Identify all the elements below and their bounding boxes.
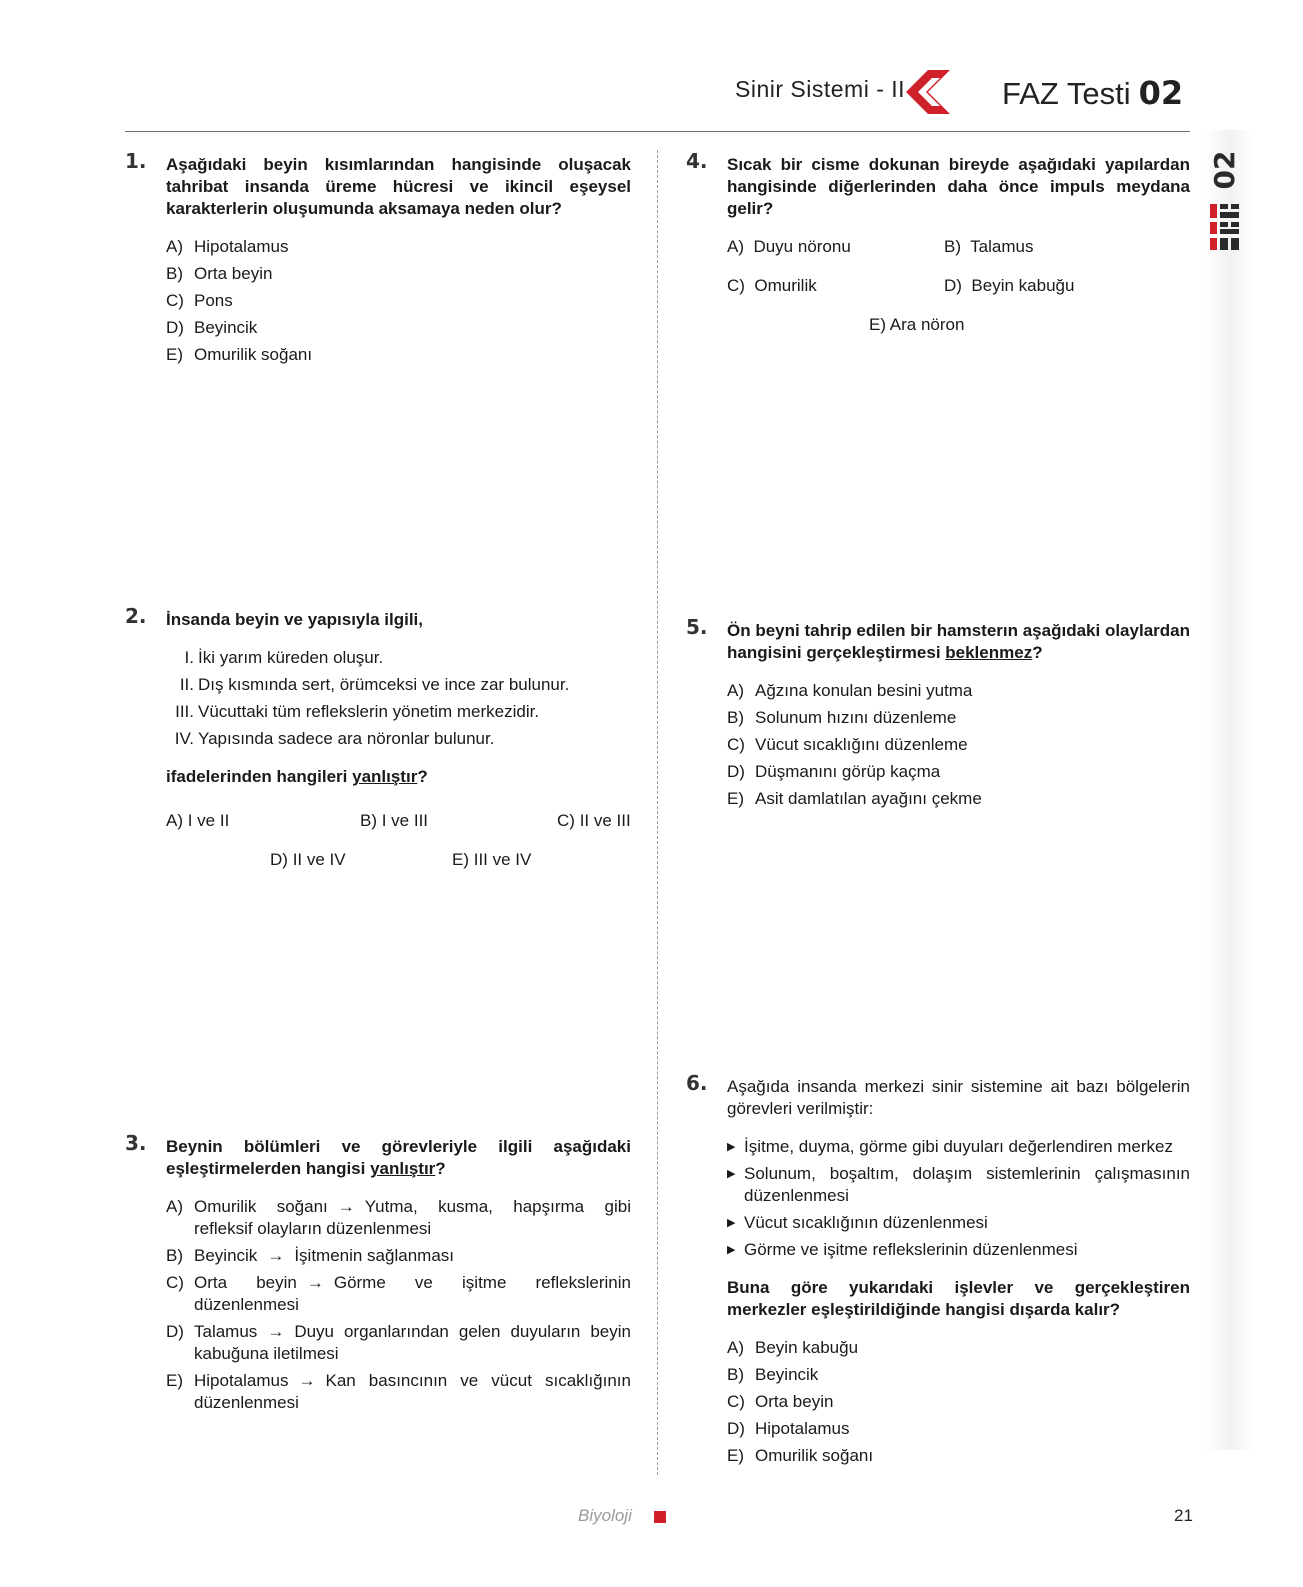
option-d[interactable]: D) Talamus → Duyu organlarından gelen duyuların beyin kabuğuna iletilmesi [166, 1322, 631, 1363]
arrow-right-icon: → [337, 1197, 355, 1216]
question-2 [125, 604, 631, 869]
list-item: ▶ Vücut sıcaklığının düzenlenmesi [727, 1213, 988, 1232]
question-prompt: ifadelerinden hangileri yanlıştır? [166, 767, 428, 786]
option-c[interactable]: C) Orta beyin [727, 1392, 834, 1411]
arrow-right-icon: → [306, 1273, 324, 1292]
option-b[interactable]: B) Solunum hızını düzenleme [727, 708, 957, 727]
statement-item: III. Vücuttaki tüm reflekslerin yönetim merkezidir. [175, 702, 540, 721]
question-number: 5. [686, 615, 708, 639]
triangle-right-icon: ▶ [727, 1244, 736, 1256]
option-a[interactable]: A) Hipotalamus [166, 237, 289, 256]
option-b[interactable]: B) Orta beyin [166, 264, 273, 283]
option-b[interactable]: B) Beyincik [727, 1365, 819, 1384]
question-number: 1. [125, 149, 147, 173]
test-title [1002, 74, 1183, 112]
option-d[interactable]: D) II ve IV [270, 850, 346, 869]
option-d[interactable]: D) Beyin kabuğu [944, 276, 1075, 295]
option-c[interactable]: C) Orta beyin → Görme ve işitme reflekslerinin düzenlenmesi [166, 1273, 631, 1314]
list-item: ▶ İşitme, duyma, görme gibi duyuları değerlendiren merkez [727, 1137, 1173, 1156]
function-list [727, 1136, 1190, 1261]
option-b[interactable]: B) I ve III [360, 811, 429, 830]
option-a[interactable]: A) Omurilik soğanı → Yutma, kusma, hapşırma gibi refleksif olayların düzenlenmesi [166, 1197, 631, 1238]
option-e[interactable]: E) Omurilik soğanı [166, 345, 313, 364]
option-e[interactable]: E) Asit damlatılan ayağını çekme [727, 789, 982, 808]
question-stem: Sıcak bir cisme dokunan bireyde aşağıdaki yapılardan hangisinde diğerlerinden daha önce impuls meydana gelir? [727, 155, 1190, 218]
question-stem: İnsanda beyin ve yapısıyla ilgili, [166, 610, 423, 629]
option-list [166, 1196, 631, 1414]
question-6 [686, 1071, 1190, 1472]
option-c[interactable]: C) II ve III [557, 811, 631, 830]
header-divider [125, 131, 1190, 132]
triangle-right-icon: ▶ [727, 1217, 736, 1229]
question-1 [125, 149, 631, 371]
option-c[interactable]: C) Omurilik [727, 276, 817, 295]
statement-list [166, 647, 631, 750]
option-d[interactable]: D) Hipotalamus [727, 1419, 850, 1438]
side-tab-code: 02 [1208, 150, 1241, 190]
question-prompt: Buna göre yukarıdaki işlevler ve gerçekleştiren merkezler eşleştirildiğinde hangisi dışarda kalır? [727, 1278, 1190, 1319]
option-d[interactable]: D) Beyincik [166, 318, 258, 337]
question-stem: Aşağıdaki beyin kısımlarından hangisinde oluşacak tahribat insanda üreme hücresi ve ikincil eşeysel karakterlerin oluşumunda aksamaya neden olur? [166, 155, 631, 218]
triangle-right-icon: ▶ [727, 1141, 736, 1153]
option-c[interactable]: C) Vücut sıcaklığını düzenleme [727, 735, 968, 754]
question-number: 2. [125, 604, 147, 628]
statement-item: II. Dış kısmında sert, örümceksi ve ince zar bulunur. [179, 675, 570, 694]
question-5 [686, 615, 1190, 815]
question-stem: Beynin bölümleri ve görevleriyle ilgili aşağıdaki eşleştirmelerden hangisi yanlıştır? [166, 1137, 631, 1178]
option-b[interactable]: B) Talamus [944, 237, 1034, 256]
option-list [727, 1337, 1190, 1467]
test-name: FAZ Testi [1002, 76, 1131, 111]
test-number: 02 [1138, 74, 1184, 112]
option-d[interactable]: D) Düşmanını görüp kaçma [727, 762, 941, 781]
option-list [166, 236, 631, 366]
side-tab-strip [1204, 130, 1252, 1450]
arrow-right-icon: → [267, 1322, 285, 1341]
triangle-right-icon: ▶ [727, 1168, 736, 1180]
arrow-right-icon: → [298, 1371, 316, 1390]
chevron-left-icon [904, 68, 952, 116]
option-b[interactable]: B) Beyincik → İşitmenin sağlanması [166, 1246, 454, 1265]
question-number: 6. [686, 1071, 708, 1095]
column-divider [657, 150, 658, 1475]
statement-item: IV. Yapısında sadece ara nöronlar bulunur. [174, 729, 495, 748]
option-a[interactable]: A) Duyu nöronu [727, 237, 851, 256]
question-number: 4. [686, 149, 708, 173]
footer-subject: Biyoloji [578, 1506, 632, 1525]
option-a[interactable]: A) Beyin kabuğu [727, 1338, 859, 1357]
chapter-topic: Sinir Sistemi - II [735, 76, 906, 102]
question-stem: Aşağıda insanda merkezi sinir sistemine ait bazı bölgelerin görevleri verilmiştir: [727, 1077, 1190, 1118]
question-stem: Ön beyni tahrip edilen bir hamsterın aşağıdaki olaylardan hangisini gerçekleştirmesi beklenmez? [727, 621, 1190, 662]
red-square-icon [654, 1511, 666, 1523]
option-e[interactable]: E) Ara nöron [869, 315, 965, 334]
arrow-right-icon: → [267, 1246, 285, 1265]
option-e[interactable]: E) III ve IV [452, 850, 532, 869]
option-a[interactable]: A) Ağzına konulan besini yutma [727, 681, 973, 700]
list-item: ▶ Solunum, boşaltım, dolaşım sistemlerinin çalışmasının düzenlenmesi [727, 1164, 1190, 1205]
faz-logo [1210, 202, 1240, 252]
statement-item: I. İki yarım küreden oluşur. [184, 648, 384, 667]
option-e[interactable]: E) Hipotalamus → Kan basıncının ve vücut sıcaklığının düzenlenmesi [166, 1371, 631, 1412]
option-e[interactable]: E) Omurilik soğanı [727, 1446, 874, 1465]
option-list [727, 680, 1190, 810]
question-number: 3. [125, 1131, 147, 1155]
question-3 [125, 1131, 631, 1419]
list-item: ▶ Görme ve işitme reflekslerinin düzenlenmesi [727, 1240, 1078, 1259]
option-c[interactable]: C) Pons [166, 291, 233, 310]
question-4 [686, 149, 1190, 344]
page-number: 21 [1174, 1506, 1193, 1525]
option-a[interactable]: A) I ve II [166, 811, 230, 830]
